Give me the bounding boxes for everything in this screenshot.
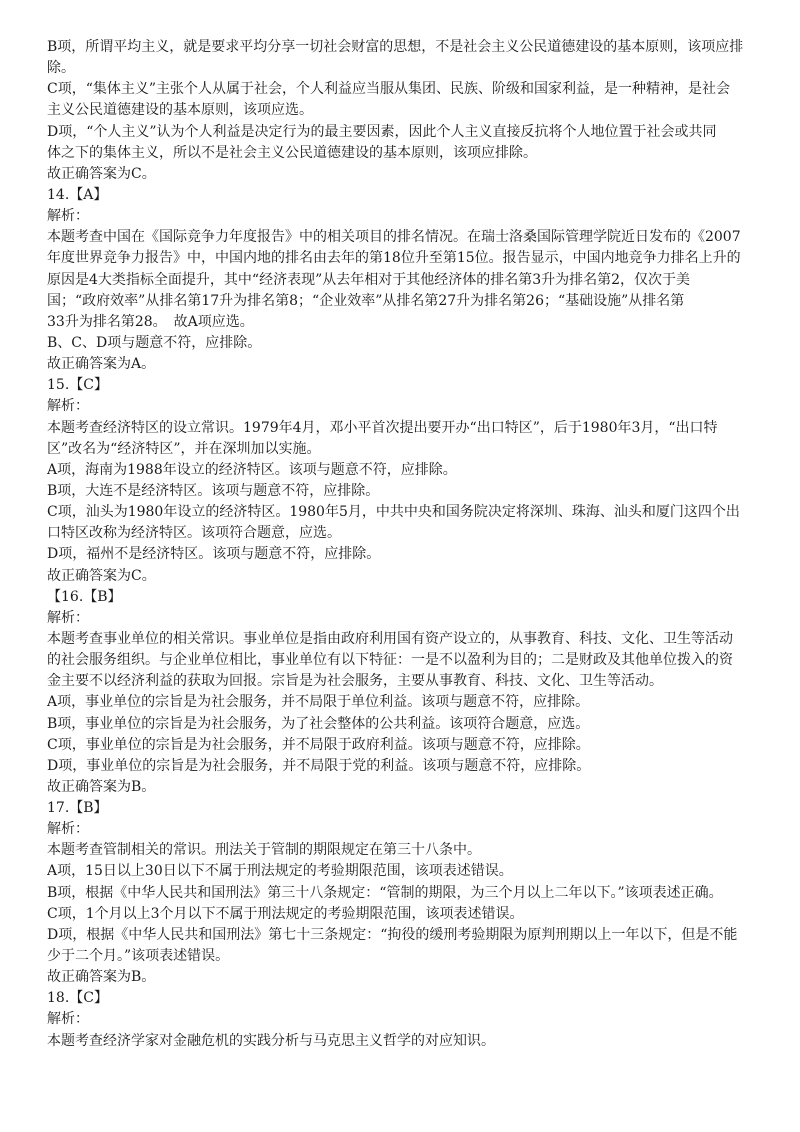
- text-line: 区”改名为“经济特区”，并在深圳加以实施。: [47, 440, 321, 457]
- question-number: 【16.【B】: [47, 588, 122, 605]
- analysis-heading: 解析：: [47, 398, 89, 415]
- text-line: D项，“个人主义”认为个人利益是决定行为的最主要因素，因此个人主义直接反抗将个人地位置于社会或共同: [47, 123, 717, 140]
- text-line: 年度世界竞争力报告》中，中国内地的排名由去年的第18位升至第15位。报告显示，中国内地竞争力排名上升的: [47, 250, 741, 267]
- text-line: D项，事业单位的宗旨是为社会服务，并不局限于党的利益。该项与题意不符，应排除。: [47, 757, 591, 774]
- text-line: B项，所谓平均主义，就是要求平均分享一切社会财富的思想，不是社会主义公民道德建设的基本原则，该项应排: [47, 39, 744, 55]
- text-line: C项，汕头为1980年设立的经济特区。1980年5月，中共中央和国务院决定将深圳、珠海、汕头和厦门这四个出: [47, 504, 740, 521]
- text-line: 国；“政府效率”从排名第17升为排名第8；“企业效率”从排名第27升为排名第26；“基础设施”从排名第: [47, 292, 685, 309]
- text-line: B项，事业单位的宗旨是为社会服务，为了社会整体的公共利益。该项符合题意，应选。: [47, 715, 590, 732]
- analysis-heading: 解析：: [47, 208, 89, 225]
- text-line: A项，15日以上30日以下不属于刑法规定的考验期限范围，该项表述错误。: [47, 863, 513, 880]
- text-line: 金主要不以经济利益的获取为回报。宗旨是为社会服务，主要从事教育、科技、文化、卫生等活动。: [47, 673, 663, 690]
- question-number: 17.【B】: [47, 800, 108, 817]
- document-page: [47, 37, 759, 1052]
- text-line: 本题考查管制相关的常识。刑法关于管制的期限规定在第三十八条中。: [47, 842, 481, 859]
- text-line: B项，大连不是经济特区。该项与题意不符，应排除。: [47, 482, 380, 499]
- text-line: C项，1个月以上3个月以下不属于刑法规定的考验期限范围，该项表述错误。: [47, 905, 524, 922]
- text-line: 少于二个月。”该项表述错误。: [47, 948, 230, 965]
- text-line: 除。: [47, 60, 75, 77]
- text-line: 的社会服务组织。与企业单位相比，事业单位有以下特征：一是不以盈利为目的；二是财政及其他单位拨入的资: [47, 652, 733, 669]
- text-line: 本题考查经济学家对金融危机的实践分析与马克思主义哲学的对应知识。: [47, 1032, 495, 1049]
- text-line: 本题考查事业单位的相关常识。事业单位是指由政府利用国有资产设立的，从事教育、科技、文化、卫生等活动: [47, 630, 733, 647]
- text-line: 体之下的集体主义，所以不是社会主义公民道德建设的基本原则，该项应排除。: [47, 144, 537, 161]
- analysis-heading: 解析：: [47, 1011, 89, 1028]
- text-line: B、C、D项与题意不符，应排除。: [47, 334, 262, 351]
- answer-line: 故正确答案为B。: [47, 778, 156, 795]
- text-line: B项，根据《中华人民共和国刑法》第三十八条规定：“管制的期限，为三个月以上二年以下。”该项表述正确。: [47, 884, 723, 901]
- text-line: C项，“集体主义”主张个人从属于社会，个人利益应当服从集团、民族、阶级和国家利益，是一种精神，是社会: [47, 81, 731, 98]
- question-number: 15.【C】: [47, 377, 108, 394]
- text-line: 本题考查经济特区的设立常识。1979年4月，邓小平首次提出要开办“出口特区”，后于1980年3月，“出口特: [47, 419, 718, 436]
- answer-line: 故正确答案为A。: [47, 356, 156, 373]
- analysis-heading: 解析：: [47, 821, 89, 838]
- text-line: 本题考查中国在《国际竞争力年度报告》中的相关项目的排名情况。在瑞士洛桑国际管理学院近日发布的《2007: [47, 229, 741, 246]
- answer-line: 故正确答案为C。: [47, 567, 156, 584]
- text-line: 主义公民道德建设的基本原则，该项应选。: [47, 102, 313, 119]
- text-line: 原因是4大类指标全面提升，其中“经济表现”从去年相对于其他经济体的排名第3升为排名第2，仅次于美: [47, 271, 691, 288]
- text-line: C项，事业单位的宗旨是为社会服务，并不局限于政府利益。该项与题意不符，应排除。: [47, 736, 590, 753]
- text-line: 口特区改称为经济特区。该项符合题意，应选。: [47, 525, 341, 542]
- text-line: D项，根据《中华人民共和国刑法》第七十三条规定：“拘役的缓刑考验期限为原判刑期以上一年以下，但是不能: [47, 926, 738, 943]
- answer-line: 故正确答案为C。: [47, 165, 156, 182]
- analysis-heading: 解析：: [47, 609, 89, 626]
- question-number: 14.【A】: [47, 186, 108, 203]
- answer-line: 故正确答案为B。: [47, 969, 156, 986]
- text-line: 33升为排名第28。 故A项应选。: [47, 313, 254, 330]
- question-number: 18.【C】: [47, 990, 108, 1007]
- text-line: A项，海南为1988年设立的经济特区。该项与题意不符，应排除。: [47, 461, 457, 478]
- text-line: D项，福州不是经济特区。该项与题意不符，应排除。: [47, 546, 381, 563]
- text-line: A项，事业单位的宗旨是为社会服务，并不局限于单位利益。该项与题意不符，应排除。: [47, 694, 590, 711]
